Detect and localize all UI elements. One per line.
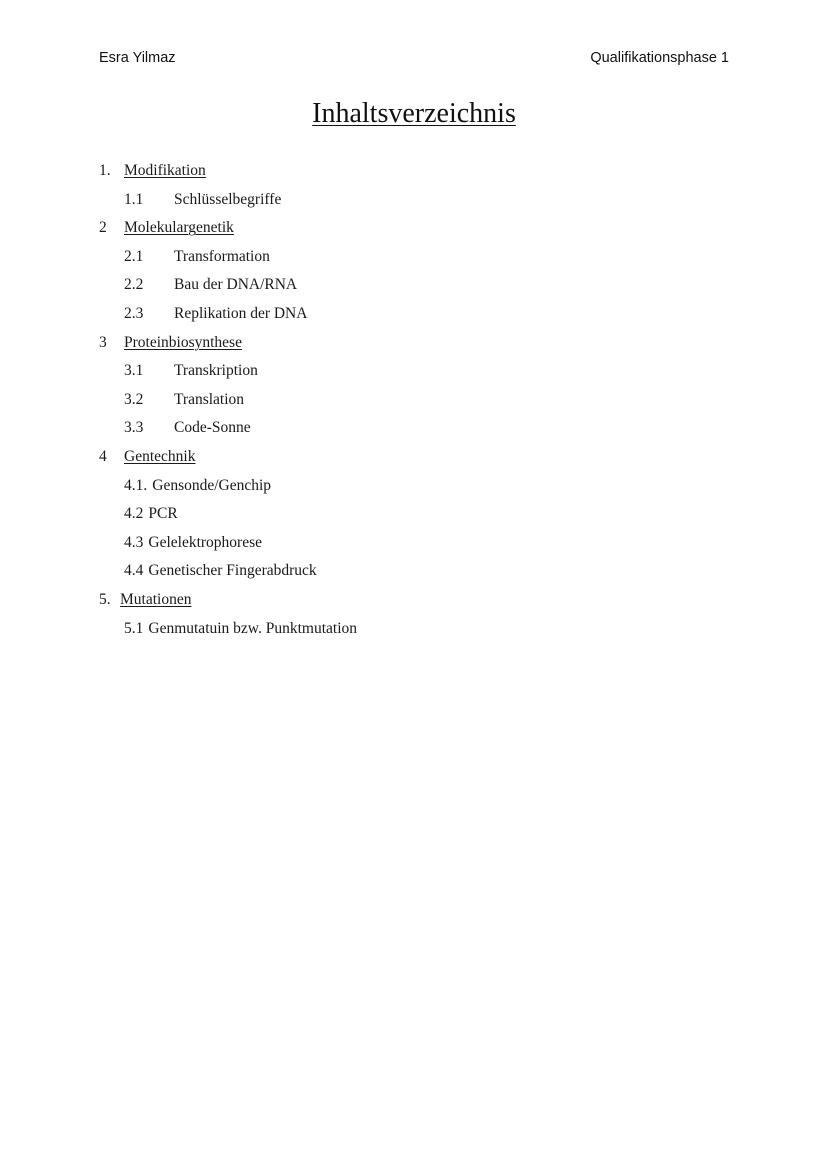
toc-section xyxy=(99,443,357,472)
toc-number: 2.3 xyxy=(124,304,144,322)
toc-label: Transformation xyxy=(174,247,270,265)
toc-section xyxy=(99,329,357,358)
toc-section xyxy=(99,157,357,186)
toc-label: Translation xyxy=(174,390,245,408)
toc-label: Schlüsselbegriffe xyxy=(174,190,282,208)
toc-label: PCR xyxy=(148,505,178,523)
toc-section xyxy=(99,586,357,615)
toc-subsection xyxy=(99,243,357,272)
toc-label: Genmutatuin bzw. Punktmutation xyxy=(148,619,358,637)
toc-label: Transkription xyxy=(174,362,258,380)
toc-subsection xyxy=(99,271,357,300)
toc-label: Replikation der DNA xyxy=(174,304,308,322)
toc-number: 1.1 xyxy=(124,190,144,208)
toc-label: Proteinbiosynthese xyxy=(124,333,242,351)
page-title xyxy=(0,98,828,130)
toc-subsection xyxy=(99,186,357,215)
toc-label: Molekulargenetik xyxy=(124,219,234,237)
toc-subsection xyxy=(99,557,357,586)
toc-number: 3.1 xyxy=(124,362,144,380)
toc-subsection xyxy=(99,386,357,415)
toc-subsection xyxy=(99,300,357,329)
toc-subsection xyxy=(99,500,357,529)
toc-subsection xyxy=(99,615,357,644)
page-title-text: Inhaltsverzeichnis xyxy=(312,98,516,129)
toc-subsection xyxy=(99,414,357,443)
toc-number: 2.2 xyxy=(124,276,144,294)
toc-number: 2.1 xyxy=(124,247,144,265)
toc-label: Gelelektrophorese xyxy=(148,533,262,551)
toc-number: 4.4 xyxy=(124,562,144,580)
header-course: Qualifikationsphase 1 xyxy=(590,50,729,66)
toc-subsection xyxy=(99,529,357,558)
header-author: Esra Yilmaz xyxy=(99,50,176,66)
toc-number: 4 xyxy=(99,447,107,465)
toc-section xyxy=(99,214,357,243)
toc-subsection xyxy=(99,357,357,386)
toc-label: Modifikation xyxy=(124,162,206,179)
toc-label: Code-Sonne xyxy=(174,419,251,437)
toc-number: 2 xyxy=(99,219,107,237)
toc-number: 1. xyxy=(99,162,111,179)
table-of-contents xyxy=(99,157,357,643)
toc-number: 4.3 xyxy=(124,533,144,551)
toc-number: 5. xyxy=(99,590,111,608)
toc-number: 5.1 xyxy=(124,619,144,637)
toc-label: Gentechnik xyxy=(124,447,196,465)
toc-label: Genetischer Fingerabdruck xyxy=(148,562,317,580)
toc-number: 3 xyxy=(99,333,107,351)
toc-label: Mutationen xyxy=(120,590,192,608)
toc-subsection xyxy=(99,472,357,501)
toc-number: 3.3 xyxy=(124,419,144,437)
toc-number: 4.2 xyxy=(124,505,144,523)
toc-label: Bau der DNA/RNA xyxy=(174,276,298,294)
toc-number: 3.2 xyxy=(124,390,144,408)
toc-number: 4.1. xyxy=(124,476,148,494)
toc-label: Gensonde/Genchip xyxy=(152,476,272,494)
